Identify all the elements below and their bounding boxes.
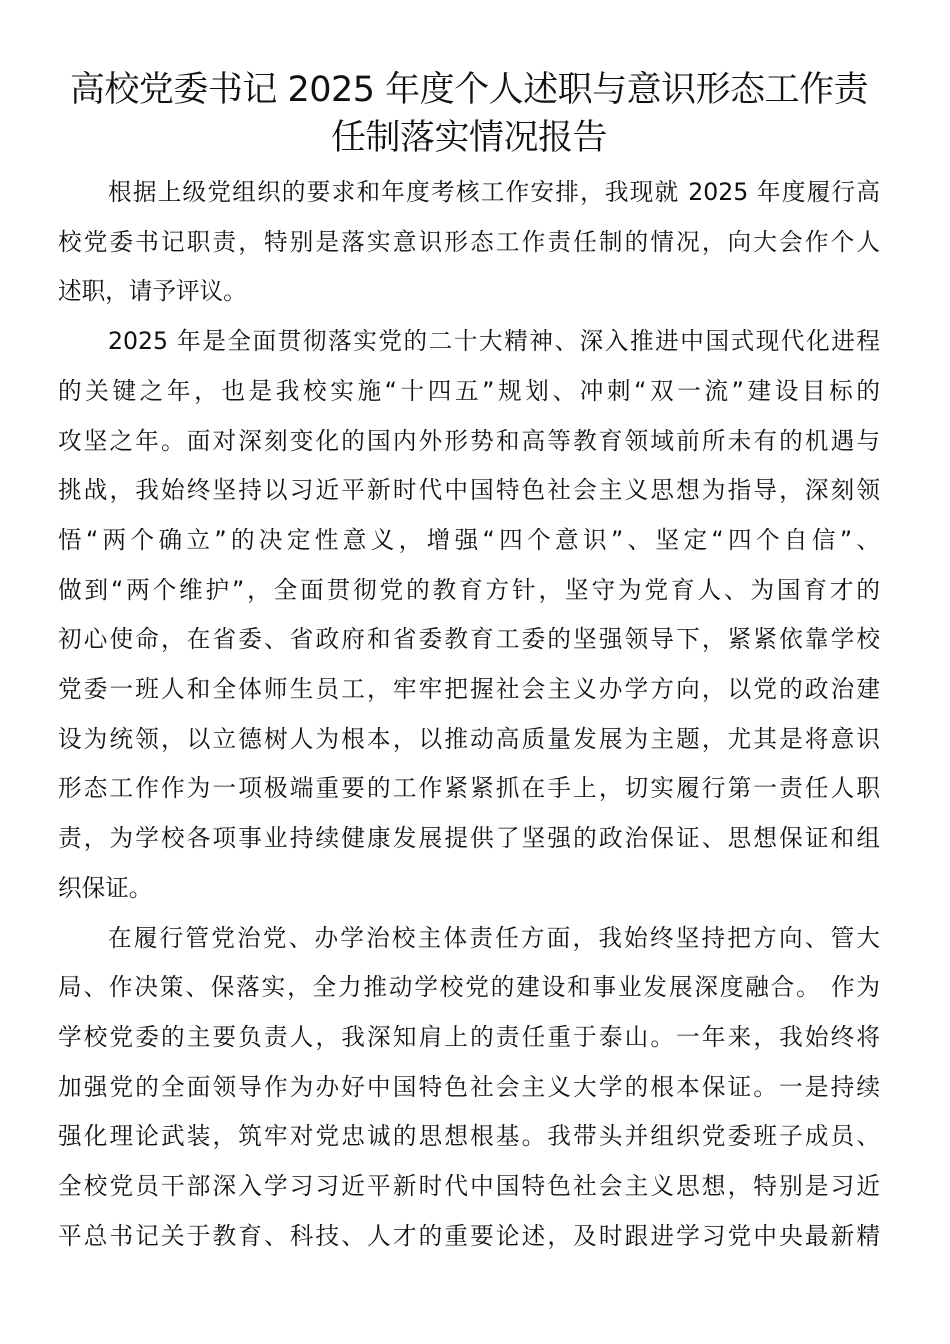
text-line: 校党委书记职责，特别是落实意识形态工作责任制的情况，向大会作个人 <box>58 227 880 256</box>
paragraph-2 <box>58 317 880 913</box>
text-line: 设为统领，以立德树人为根本，以推动高质量发展为主题，尤其是将意识 <box>58 724 880 753</box>
title-line-2: 任制落实情况报告 <box>330 118 607 158</box>
paragraph-3 <box>58 914 880 1262</box>
title-line-1: 高校党委书记 2025 年度个人述职与意识形态工作责 <box>69 70 869 110</box>
text-line: 做到“两个维护”，全面贯彻党的教育方针，坚守为党育人、为国育才的 <box>58 575 880 604</box>
text-line: 全校党员干部深入学习习近平新时代中国特色社会主义思想，特别是习近 <box>58 1172 880 1201</box>
document-title <box>58 66 880 162</box>
text-line: 加强党的全面领导作为办好中国特色社会主义大学的根本保证。一是持续 <box>58 1072 880 1101</box>
text-line: 挑战，我始终坚持以习近平新时代中国特色社会主义思想为指导，深刻领 <box>58 476 880 505</box>
text-line: 局、作决策、保落实，全力推动学校党的建设和事业发展深度融合。 作为 <box>58 973 880 1002</box>
document-page <box>58 66 880 1261</box>
text-line: 的关键之年，也是我校实施“十四五”规划、冲刺“双一流”建设目标的 <box>58 376 880 405</box>
text-line: 形态工作作为一项极端重要的工作紧紧抓在手上，切实履行第一责任人职 <box>58 774 880 803</box>
document-body <box>58 168 880 1261</box>
text-line: 责，为学校各项事业持续健康发展提供了坚强的政治保证、思想保证和组 <box>58 824 880 853</box>
text-line: 初心使命，在省委、省政府和省委教育工委的坚强领导下，紧紧依靠学校 <box>58 625 880 654</box>
text-line: 学校党委的主要负责人，我深知肩上的责任重于泰山。一年来，我始终将 <box>58 1022 880 1051</box>
text-line: 织保证。 <box>58 873 153 902</box>
text-line: 根据上级党组织的要求和年度考核工作安排，我现就 2025 年度履行高 <box>108 178 880 206</box>
paragraph-1 <box>58 168 880 317</box>
text-line: 强化理论武装，筑牢对党忠诚的思想根基。我带头并组织党委班子成员、 <box>58 1122 880 1151</box>
text-line: 在履行管党治党、办学治校主体责任方面，我始终坚持把方向、管大 <box>108 923 880 952</box>
text-line: 述职，请予评议。 <box>58 277 247 306</box>
text-line: 攻坚之年。面对深刻变化的国内外形势和高等教育领域前所未有的机遇与 <box>58 426 880 455</box>
text-line: 平总书记关于教育、科技、人才的重要论述，及时跟进学习党中央最新精 <box>58 1221 880 1250</box>
text-line: 2025 年是全面贯彻落实党的二十大精神、深入推进中国式现代化进程 <box>108 327 880 356</box>
text-line: 党委一班人和全体师生员工，牢牢把握社会主义办学方向，以党的政治建 <box>58 675 880 704</box>
text-line: 悟“两个确立”的决定性意义，增强“四个意识”、坚定“四个自信”、 <box>58 525 880 554</box>
